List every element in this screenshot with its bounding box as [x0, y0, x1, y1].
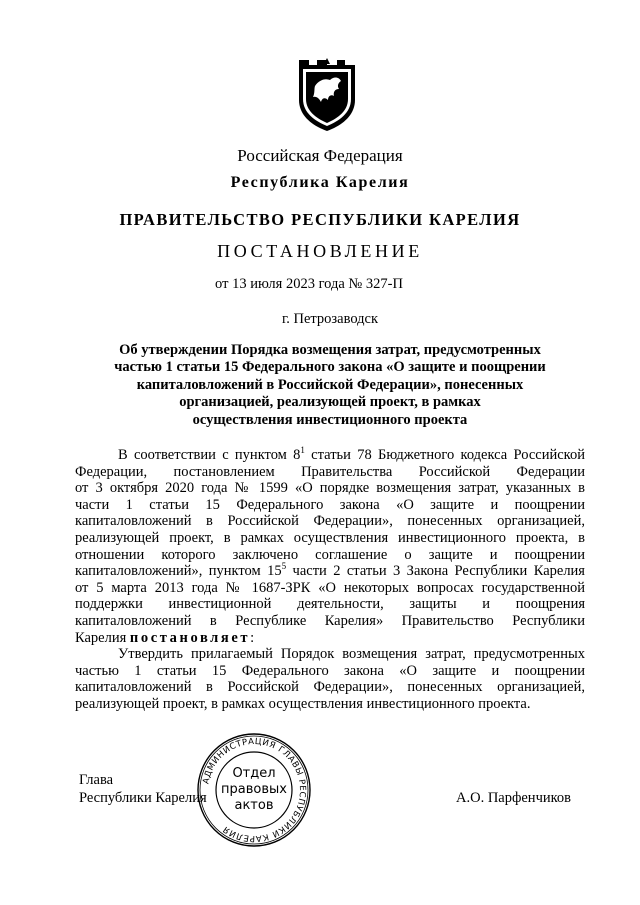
text-run: Карелия	[75, 629, 130, 646]
republic-name: Республика Карелия	[230, 174, 410, 191]
decree-verb: постановляет	[129, 629, 251, 646]
body-line	[75, 447, 585, 464]
signatory-position	[79, 771, 207, 807]
position-line: Республики Карелия	[79, 790, 207, 806]
stamp-line: правовых	[221, 782, 287, 797]
body-line: капиталовложений в Республике Карелия» Правительство Республики	[75, 612, 585, 629]
official-stamp	[196, 732, 312, 848]
superscript: 5	[281, 561, 287, 572]
document-title	[100, 342, 560, 429]
body-line: отношении которого заключено соглашение о защите и поощрении	[75, 546, 585, 563]
city: г. Петрозаводск	[281, 311, 379, 327]
position-line: Глава	[79, 772, 114, 788]
body-line: капиталовложений в Российской Федерации», понесенных организацией,	[75, 513, 585, 530]
text-run: статьи 78 Бюджетного кодекса Российской	[304, 447, 585, 463]
body-line: реализующей проект, в рамках осуществления инвестиционного проекта.	[75, 695, 531, 712]
country-name: Российская Федерация	[237, 146, 403, 165]
stamp-ring-text: АДМИНИСТРАЦИЯ ГЛАВЫ РЕСПУБЛИКИ КАРЕЛИЯ	[201, 736, 308, 844]
government-name: ПРАВИТЕЛЬСТВО РЕСПУБЛИКИ КАРЕЛИЯ	[119, 210, 521, 229]
signatory-name: А.О. Парфенчиков	[456, 790, 572, 806]
body-line: частью 1 статьи 15 Федерального закона «О защите и поощрении	[75, 662, 585, 679]
body-line: Федерации, постановлением Правительства Российской Федерации	[75, 463, 585, 480]
stamp-line: актов	[234, 798, 274, 813]
document-type: ПОСТАНОВЛЕНИЕ	[217, 241, 423, 261]
title-line: Об утверждении Порядка возмещения затрат, предусмотренных	[119, 342, 541, 358]
superscript: 1	[300, 445, 305, 455]
body-line	[75, 563, 585, 580]
date-number: от 13 июля 2023 года № 327-П	[215, 276, 403, 292]
text-run: В соответствии с пунктом 8	[118, 447, 301, 463]
coat-of-arms-icon	[297, 56, 357, 132]
stamp-line: Отдел	[232, 766, 276, 781]
text-run: капиталовложений», пунктом 15	[75, 563, 282, 580]
title-line: организацией, реализующей проект, в рамках	[179, 394, 481, 411]
body-line: от 3 октября 2020 года № 1599 «О порядке возмещения затрат, указанных в	[75, 480, 585, 497]
title-line: осуществления инвестиционного проекта	[192, 411, 468, 428]
text-run: :	[250, 629, 255, 646]
body-line: части 1 статьи 15 Федерального закона «О защите и поощрении	[75, 496, 585, 513]
body-line: поддержки инвестиционной деятельности, защиты и поощрения	[75, 596, 585, 613]
body-line	[75, 630, 585, 647]
title-line: частью 1 статьи 15 Федерального закона «О защите и поощрении	[114, 359, 546, 376]
document-body	[75, 447, 585, 713]
body-line: от 5 марта 2013 года № 1687-ЗРК «О некоторых вопросах государственной	[75, 579, 585, 596]
text-run: части 2 статьи 3 Закона Республики Карелия	[286, 563, 585, 580]
body-line: реализующей проект, в рамках осуществления инвестиционного проекта, в	[75, 529, 585, 546]
body-line: Утвердить прилагаемый Порядок возмещения затрат, предусмотренных	[118, 646, 585, 663]
body-line: капиталовложений в Российской Федерации», понесенных организацией,	[75, 679, 585, 696]
title-line: капиталовложений в Российской Федерации», понесенных	[136, 376, 524, 393]
